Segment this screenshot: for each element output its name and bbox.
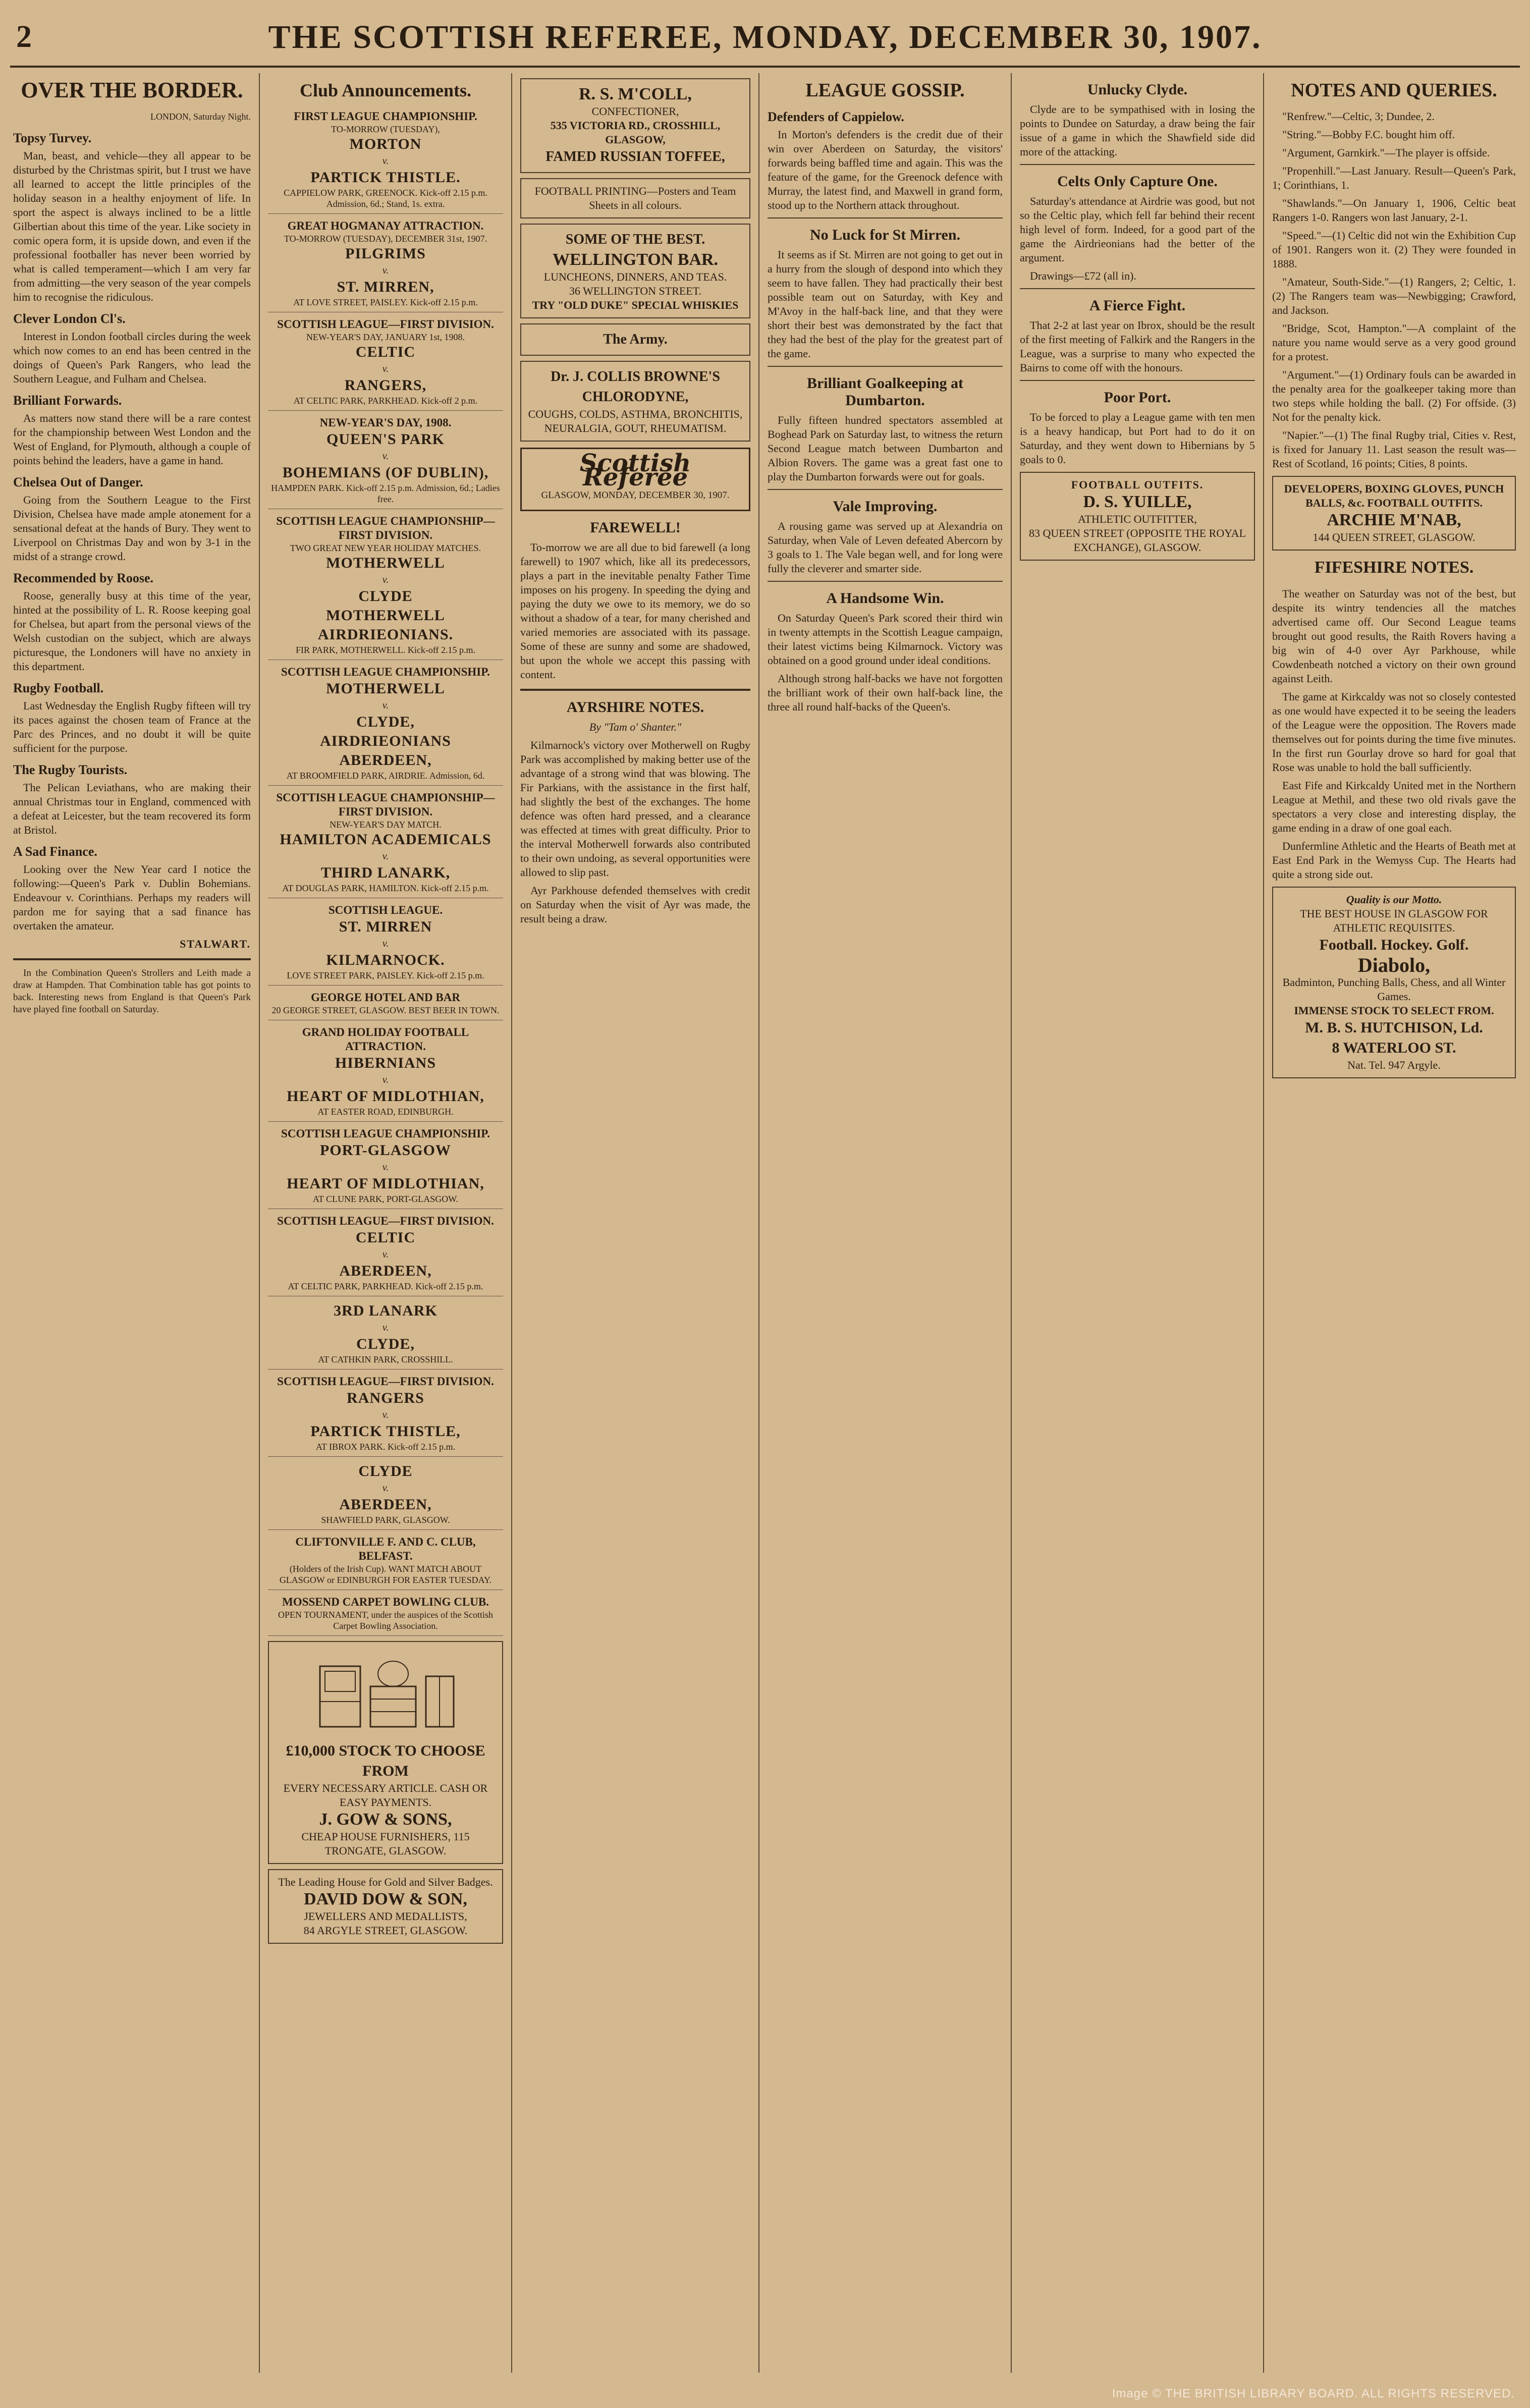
chlorodyne-advert xyxy=(520,361,750,442)
versus: v. xyxy=(382,451,389,462)
announcement-detail: 20 GEORGE STREET, GLASGOW. BEST BEER IN TOWN. xyxy=(271,1005,500,1015)
advert-headline: DEVELOPERS, BOXING GLOVES, PUNCH BALLS, &c. FOOTBALL OUTFITS. xyxy=(1284,482,1504,509)
advert-address: 84 ARGYLE STREET, GLASGOW. xyxy=(303,1924,468,1937)
advert-products: Football. Hockey. Golf. xyxy=(1319,937,1469,953)
announcement-title: SCOTTISH LEAGUE—FIRST DIVISION. xyxy=(277,1215,494,1227)
section-text: In Morton's defenders is the credit due of their win over Aberdeen on Saturday, the visitors' forwards being baffled time and again. This was the feature of the game, for the Greenock defence with Murray, the latest find, and Maxwell in grand form, stood up to the Northern attack throughout. xyxy=(768,128,1003,211)
article-text: The weather on Saturday was not of the best, but despite its wintry tendencies all the matches advertised came off. Our Second League teams brought out good results, the Raith Rovers having a big win of 4-0 over Ayr Parkhouse, while Cowdenbeath notched a victory on their own ground against Leith. xyxy=(1272,587,1516,685)
dateline: LONDON, Saturday Night. xyxy=(150,112,251,122)
section-title: Brilliant Goalkeeping at Dumbarton. xyxy=(806,375,964,409)
announcement-detail: LOVE STREET PARK, PAISLEY. Kick-off 2.15 p.m. xyxy=(287,970,484,980)
team-name: ABERDEEN, xyxy=(339,1496,432,1513)
furniture-illustration-icon xyxy=(310,1651,461,1737)
section-text: Fully fifteen hundred spectators assembled at Boghead Park on Saturday last, to witness the return Second League match between Dumbarton and Albion Rovers. The game was a great fast one to play the Dumbarton forwards were out for goals. xyxy=(768,414,1003,483)
versus: v. xyxy=(382,363,389,374)
article-heading: LEAGUE GOSSIP. xyxy=(805,80,965,101)
outfitter-advert xyxy=(1020,472,1255,561)
section-title: Chelsea Out of Danger. xyxy=(13,475,143,489)
announcement-detail: AT EASTER ROAD, EDINBURGH. xyxy=(317,1107,454,1117)
advert-headline: Quality is our Motto. xyxy=(1346,893,1442,906)
advert-subline: LUNCHEONS, DINNERS, AND TEAS. xyxy=(543,270,727,283)
announcement-detail: HAMPDEN PARK. Kick-off 2.15 p.m. Admission, 6d.; Ladies free. xyxy=(271,483,500,504)
team-name: HIBERNIANS xyxy=(335,1055,436,1071)
article-heading: FIFESHIRE NOTES. xyxy=(1314,558,1474,577)
query-answer: "Amateur, South-Side."—(1) Rangers, 2; Celtic, 1. (2) The Rangers team was—Newbigging; Crawford, and Jackson. xyxy=(1272,276,1516,316)
announcement-detail: (Holders of the Irish Cup). WANT MATCH ABOUT GLASGOW or EDINBURGH FOR EASTER TUESDAY. xyxy=(279,1564,492,1585)
article-heading: NOTES AND QUERIES. xyxy=(1291,80,1497,101)
confectioner-advert xyxy=(520,78,750,173)
announcement-detail: AT DOUGLAS PARK, HAMILTON. Kick-off 2.15 p.m. xyxy=(282,883,489,893)
masthead xyxy=(10,5,1520,68)
announcement-detail: AT IBROX PARK. Kick-off 2.15 p.m. xyxy=(315,1442,456,1452)
author-signature: STALWART. xyxy=(180,938,251,950)
column-league-gossip xyxy=(759,73,1012,2373)
announcement-detail: SHAWFIELD PARK, GLASGOW. xyxy=(321,1515,450,1525)
announcement-detail: AT CELTIC PARK, PARKHEAD. Kick-off 2.15 p.m. xyxy=(288,1281,483,1291)
query-answer: "Shawlands."—On January 1, 1906, Celtic beat Rangers 1-0. Rangers won last January, 2-1. xyxy=(1272,197,1516,224)
advert-text: FOOTBALL PRINTING—Posters and Team Sheets in all colours. xyxy=(534,185,736,211)
article-heading: OVER THE BORDER. xyxy=(21,78,243,102)
advert-firm: R. S. M'COLL, xyxy=(579,85,692,103)
query-answer: "Speed."—(1) Celtic did not win the Exhibition Cup of 1901. Rangers won it. (2) They were founded in 1888. xyxy=(1272,229,1516,270)
divider xyxy=(768,489,1003,490)
query-answer: "Argument."—(1) Ordinary fouls can be awarded in the penalty area for the goalkeeper taking more than two steps while holding the ball. (2) For offside. (3) Not for the penalty kick. xyxy=(1272,368,1516,423)
advert-headline: The Leading House for Gold and Silver Badges. xyxy=(278,1876,493,1888)
versus: v. xyxy=(382,1074,389,1085)
versus: v. xyxy=(382,1409,389,1420)
divider xyxy=(1020,380,1255,381)
announcement-title: SCOTTISH LEAGUE. xyxy=(328,904,443,916)
query-answer: "Napier."—(1) The final Rugby trial, Cities v. Rest, is fixed for January 11. Last season the result was—Rest of Scotland, 16 points; Cities, 8 points. xyxy=(1272,429,1516,470)
section-title: Brilliant Forwards. xyxy=(13,393,122,408)
announcement-title: GRAND HOLIDAY FOOTBALL ATTRACTION. xyxy=(302,1026,469,1053)
section-text: Saturday's attendance at Airdrie was good, but not so the Celtic play, which fell far behind their recent high level of form. Indeed, for a good part of the game the Airdrieonians had the better of the argument. xyxy=(1020,195,1255,264)
advert-phone: Nat. Tel. 947 Argyle. xyxy=(1347,1059,1441,1071)
section-text: Looking over the New Year card I notice the following:—Queen's Park v. Dublin Bohemians. Endeavour v. Corinthians. Perhaps my readers will pardon me for saying that a sad finance has overtaken the amateur. xyxy=(13,863,251,932)
page-number: 2 xyxy=(16,20,32,54)
announcement-detail: AT CATHKIN PARK, CROSSHILL. xyxy=(318,1354,453,1364)
advert-subline: COUGHS, COLDS, ASTHMA, BRONCHITIS, NEURALGIA, GOUT, RHEUMATISM. xyxy=(528,408,743,434)
section-title: A Fierce Fight. xyxy=(1089,297,1186,314)
advert-firm: J. GOW & SONS, xyxy=(319,1810,452,1829)
section-text: It seems as if St. Mirren are not going to get out in a hurry from the slough of despond into which they seem to have fallen. They had practically their best possible team out on Saturday, with Key and M'Avoy in the half-back line, and that they were short their best was demonstrated by the fact that they had the best of the play for the greatest part of the game. xyxy=(768,248,1003,360)
team-name: AIRDRIEONIANS xyxy=(320,733,451,749)
announcement xyxy=(268,791,503,898)
section-title: Poor Port. xyxy=(1104,389,1171,406)
section-text: That 2-2 at last year on Ibrox, should be the result of the first meeting of Falkirk and the Rangers in the League, was a surprise to many who expected the Bairns to come off with the honours. xyxy=(1020,319,1255,374)
divider xyxy=(768,366,1003,367)
divider xyxy=(1020,164,1255,165)
announcement-title: SCOTTISH LEAGUE—FIRST DIVISION. xyxy=(277,1375,494,1388)
section-title: Topsy Turvey. xyxy=(13,131,92,145)
advert-address: CHEAP HOUSE FURNISHERS, 115 TRONGATE, GLASGOW. xyxy=(301,1830,470,1857)
versus: v. xyxy=(382,574,389,585)
article-text: East Fife and Kirkcaldy United met in the Northern League at Methil, and these two old rivals gave the spectators a very close and interesting display, the game ending in a draw of one goal each. xyxy=(1272,779,1516,834)
announcement xyxy=(268,219,503,312)
announcement xyxy=(268,1462,503,1530)
divider xyxy=(768,217,1003,218)
announcement-detail: AT LOVE STREET, PAISLEY. Kick-off 2.15 p.m. xyxy=(293,297,478,307)
divider xyxy=(13,958,251,960)
advert-subline: JEWELLERS AND MEDALLISTS, xyxy=(304,1910,467,1923)
advert-firm: ARCHIE M'NAB, xyxy=(1327,511,1461,529)
article-text: Kilmarnock's victory over Motherwell on Rugby Park was accomplished by making better use of the advantage of a strong wind that was blowing. The Fir Parkians, with the assistance in the first half, had slightly the best of the exchanges. The home defence was often hard pressed, and a clearance was effected at times with great difficulty. Prior to the interval Motherwell forwards also contributed to their own undoing, as several opportunities were allowed to slip past. xyxy=(520,739,750,879)
announcement xyxy=(268,1595,503,1636)
announcement xyxy=(268,1214,503,1296)
announcement xyxy=(268,1375,503,1457)
section-text: The Pelican Leviathans, who are making their annual Christmas tour in England, commenced with a defeat at Leicester, but the team recovered its form at Bristol. xyxy=(13,781,251,836)
announcement-date: NEW-YEAR'S DAY MATCH. xyxy=(330,819,442,830)
announcement xyxy=(268,903,503,986)
versus: v. xyxy=(382,938,389,949)
column-league-gossip-continued xyxy=(1012,73,1264,2373)
versus: v. xyxy=(382,1322,389,1333)
hutchison-advert xyxy=(1272,887,1516,1078)
article-text: Dunfermline Athletic and the Hearts of Beath met at East End Park in the Wemyss Cup. The Hearts had quite a strong side out. xyxy=(1272,840,1516,881)
announcement xyxy=(268,1025,503,1122)
advert-subline: THE BEST HOUSE IN GLASGOW FOR ATHLETIC REQUISITES. xyxy=(1300,907,1488,934)
section-text: Last Wednesday the English Rugby fifteen will try its paces against the chosen team of France at the Parc des Princes, and no doubt it will be quite sufficient for the purpose. xyxy=(13,699,251,754)
section-text: A rousing game was served up at Alexandria on Saturday, when Vale of Leven defeated Abercorn by 3 goals to 1. The Vale began well, and for long were fully the cleverer and smarter side. xyxy=(768,520,1003,575)
announcement-title: NEW-YEAR'S DAY, 1908. xyxy=(319,416,452,429)
announcement xyxy=(268,665,503,786)
team-name: PARTICK THISTLE. xyxy=(310,169,461,186)
advert-products-list: Badminton, Punching Balls, Chess, and all Winter Games. xyxy=(1282,976,1506,1003)
divider xyxy=(520,689,750,691)
team-name: PARTICK THISTLE, xyxy=(310,1423,461,1440)
article-text: Ayr Parkhouse defended themselves with credit on Saturday when the visit of Ayr was made, the result being a draw. xyxy=(520,884,750,925)
article-text: The game at Kirkcaldy was not so closely contested as one would have expected it to be seeing the leaders of the League were the opposition. The Rovers made themselves out for points during the time five minutes. In the first run Gourlay drove so hard for goal that Rose was unable to hold the ball sufficiently. xyxy=(1272,690,1516,774)
announcement-title: SCOTTISH LEAGUE CHAMPIONSHIP. xyxy=(281,666,490,678)
advert-address: 36 WELLINGTON STREET. xyxy=(569,285,702,297)
announcement-title: GREAT HOGMANAY ATTRACTION. xyxy=(287,220,484,232)
column-notes-and-queries xyxy=(1264,73,1524,2373)
advert-headline: FOOTBALL OUTFITS. xyxy=(1071,478,1204,491)
team-name: HEART OF MIDLOTHIAN, xyxy=(287,1175,484,1192)
column-editorial xyxy=(512,73,759,2373)
advert-firm: M. B. S. HUTCHISON, Ld. xyxy=(1305,1019,1483,1036)
team-name: KILMARNOCK. xyxy=(326,952,445,968)
team-name: HAMILTON ACADEMICALS xyxy=(280,831,491,848)
advert-address: 144 QUEEN STREET, GLASGOW. xyxy=(1313,531,1476,543)
column-over-the-border xyxy=(5,73,260,2373)
team-name: CLYDE, xyxy=(356,1336,415,1352)
divider xyxy=(768,581,1003,582)
advert-address: 8 WATERLOO ST. xyxy=(1332,1039,1456,1056)
section-title: The Rugby Tourists. xyxy=(13,762,128,777)
announcement xyxy=(268,991,503,1020)
section-title: A Handsome Win. xyxy=(826,590,944,607)
advert-subline: EVERY NECESSARY ARTICLE. CASH OR EASY PAYMENTS. xyxy=(283,1782,488,1809)
section-text: On Saturday Queen's Park scored their third win in twenty attempts in the Scottish League campaign, their latest victims being Kilmarnock. Victory was obtained on a good ground under ideal conditions. xyxy=(768,612,1003,667)
paper-title: THE SCOTTISH REFEREE, MONDAY, DECEMBER 30, 1907. xyxy=(268,19,1262,56)
army-notice xyxy=(520,323,750,356)
drawings-note: Drawings—£72 (all in). xyxy=(1030,269,1136,282)
section-text: Although strong half-backs we have not forgotten the brilliant work of their own half-back line, the three all round half-backs of the Queen's. xyxy=(768,672,1003,713)
team-name: BOHEMIANS (OF DUBLIN), xyxy=(282,464,489,481)
announcement xyxy=(268,1127,503,1209)
team-name: ST. MIRREN xyxy=(339,918,432,935)
team-name: AIRDRIEONIANS. xyxy=(317,626,454,643)
article-heading: AYRSHIRE NOTES. xyxy=(566,699,704,716)
announcement xyxy=(268,1535,503,1590)
advert-stock-note: IMMENSE STOCK TO SELECT FROM. xyxy=(1294,1004,1494,1017)
announcement-title: SCOTTISH LEAGUE CHAMPIONSHIP—FIRST DIVISION. xyxy=(276,515,495,541)
furniture-advert xyxy=(268,1641,503,1864)
section-text: Man, beast, and vehicle—they all appear to be disturbed by the Christmas spirit, but I trust we have all learned to accept the little principles of the holiday season in a healthy enjoyment of life. In sport the aspect is always inclined to be a little Gilbertian about this time of the year. Like society in comic opera form, it is upside down, and even if the professional footballer has never been worried by what is called temperament—which I am very far from admitting—the very season of the year compels him to recognise the ridiculous. xyxy=(13,149,251,303)
query-answer: "Bridge, Scot, Hampton."—A complaint of the nature you name would serve as a very good ground for a protest. xyxy=(1272,322,1516,363)
advert-headline: The Army. xyxy=(603,332,668,347)
query-answer: "String."—Bobby F.C. bought him off. xyxy=(1282,128,1455,141)
announcement-detail: AT CLUNE PARK, PORT-GLASGOW. xyxy=(312,1194,459,1204)
column-club-announcements xyxy=(260,73,512,2373)
versus: v. xyxy=(382,700,389,711)
query-answer: "Argument, Garnkirk."—The player is offside. xyxy=(1282,146,1490,159)
advert-tagline: TRY "OLD DUKE" SPECIAL WHISKIES xyxy=(532,299,739,311)
versus: v. xyxy=(382,155,389,167)
team-name: QUEEN'S PARK xyxy=(326,431,445,448)
advert-firm: D. S. YUILLE, xyxy=(1083,492,1192,511)
team-name: ST. MIRREN, xyxy=(337,279,434,295)
query-answer: "Propenhill."—Last January. Result—Queen's Park, 1; Corinthians, 1. xyxy=(1272,165,1516,191)
team-name: RANGERS, xyxy=(344,377,427,394)
announcement-date: TO-MORROW (TUESDAY), DECEMBER 31st, 1907. xyxy=(284,234,487,244)
section-title: A Sad Finance. xyxy=(13,844,97,859)
printing-advert xyxy=(520,178,750,218)
article-heading: Club Announcements. xyxy=(299,80,472,100)
section-text: Roose, generally busy at this time of the year, hinted at the possibility of L. R. Roose keeping goal for Chelsea, but apart from the personal views of the Welsh custodian on the subject, which are always picturesque, the Londoners will have no anxiety in this department. xyxy=(13,589,251,673)
announcement-detail: CAPPIELOW PARK, GREENOCK. Kick-off 2.15 p.m. Admission, 6d.; Stand, 1s. extra. xyxy=(284,188,487,209)
team-name: MOTHERWELL xyxy=(326,555,445,571)
newspaper-logo: Scottish Referee xyxy=(579,449,691,491)
announcement xyxy=(268,110,503,214)
section-text: As matters now stand there will be a rare contest for the championship between West London and the West of England, for Plymouth, although a couple of points behind the leaders, have a game in hand. xyxy=(13,412,251,467)
divider xyxy=(1020,288,1255,289)
article-text: To-morrow we are all due to bid farewell (a long farewell) to 1907 which, like all its predecessors, plays a part in the inevitable penalty Father Time imposes on his progeny. In speeding the dying and paying the duty we owe to its memory, we do so without a shadow of a tear, for many cherished and varied memories are associated with its passage. Some of these are sunny and some are shadowed, but upon the whole we accept this passing with content. xyxy=(520,541,750,681)
section-text: Going from the Southern League to the First Division, Chelsea have made ample atonement for a sensational defeat at the hands of Bury. They went to Liverpool on Christmas Day and won by 3-1 in the midst of a strange crowd. xyxy=(13,494,251,563)
announcement-title: CLIFTONVILLE F. AND C. CLUB, BELFAST. xyxy=(295,1536,476,1562)
announcement xyxy=(268,514,503,660)
team-name: CLYDE, xyxy=(356,714,415,730)
announcement-title: SCOTTISH LEAGUE CHAMPIONSHIP—FIRST DIVISION. xyxy=(276,791,495,818)
copyright-watermark: Image © THE BRITISH LIBRARY BOARD. ALL RIGHTS RESERVED. xyxy=(1112,2387,1515,2400)
team-name: CLYDE xyxy=(358,1463,413,1480)
announcement-detail: FIR PARK, MOTHERWELL. Kick-off 2.15 p.m. xyxy=(295,645,475,655)
editorial-logo xyxy=(520,448,750,511)
announcement-title: GEORGE HOTEL AND BAR xyxy=(311,991,460,1004)
versus: v. xyxy=(382,1483,389,1494)
announcement xyxy=(268,1301,503,1370)
versus: v. xyxy=(382,851,389,862)
announcement-subtitle: TWO GREAT NEW YEAR HOLIDAY MATCHES. xyxy=(290,543,481,553)
section-title: Rugby Football. xyxy=(13,681,104,695)
section-title: Clever London Cl's. xyxy=(13,311,126,326)
advert-firm: Dr. J. COLLIS BROWNE'S CHLORODYNE, xyxy=(551,369,720,405)
section-title: No Luck for St Mirren. xyxy=(809,227,961,243)
announcement-title: SCOTTISH LEAGUE—FIRST DIVISION. xyxy=(277,318,494,331)
section-text: To be forced to play a League game with ten men is a heavy handicap, but Port had to do it on Saturday, and they went down to Hibernians by 5 goals to 0. xyxy=(1020,411,1255,466)
advert-subline: ATHLETIC OUTFITTER, xyxy=(1078,513,1197,525)
advert-address: 535 VICTORIA RD., CROSSHILL, GLASGOW, xyxy=(550,119,721,146)
team-name: MORTON xyxy=(349,136,422,152)
section-title: Celts Only Capture One. xyxy=(1057,173,1218,190)
section-title: Unlucky Clyde. xyxy=(1087,81,1188,98)
advert-headline: FAMED RUSSIAN TOFFEE, xyxy=(545,149,725,165)
advert-product: Diabolo, xyxy=(1357,954,1431,976)
advert-subline: CONFECTIONER, xyxy=(591,105,679,118)
team-name: CLYDE xyxy=(358,588,413,605)
section-title: Defenders of Cappielow. xyxy=(768,110,904,124)
team-name: 3RD LANARK xyxy=(334,1302,438,1319)
team-name: CELTIC xyxy=(355,1229,416,1246)
announcement-title: MOSSEND CARPET BOWLING CLUB. xyxy=(282,1596,489,1608)
announcement-detail: AT BROOMFIELD PARK, AIRDRIE. Admission, 6d. xyxy=(286,771,485,781)
team-name: PORT-GLASGOW xyxy=(320,1142,451,1159)
query-answer: "Renfrew."—Celtic, 3; Dundee, 2. xyxy=(1282,110,1435,123)
versus: v. xyxy=(382,1249,389,1260)
announcement-date: TO-MORROW (TUESDAY), xyxy=(331,124,440,134)
wellington-bar-advert xyxy=(520,224,750,318)
advert-address: 83 QUEEN STREET (OPPOSITE THE ROYAL EXCHANGE), GLASGOW. xyxy=(1028,527,1246,554)
announcement xyxy=(268,317,503,411)
section-title: Recommended by Roose. xyxy=(13,571,154,585)
team-name: CELTIC xyxy=(355,344,416,360)
team-name: MOTHERWELL xyxy=(326,680,445,697)
team-name: ABERDEEN, xyxy=(339,1263,432,1279)
team-name: HEART OF MIDLOTHIAN, xyxy=(287,1088,484,1105)
announcement-title: FIRST LEAGUE CHAMPIONSHIP. xyxy=(294,110,477,123)
article-heading: FAREWELL! xyxy=(590,519,681,536)
sports-outfit-advert xyxy=(1272,476,1516,551)
advert-headline: SOME OF THE BEST. xyxy=(565,232,705,247)
versus: v. xyxy=(382,265,389,276)
announcement-detail: OPEN TOURNAMENT, under the auspices of the Scottish Carpet Bowling Association. xyxy=(278,1610,493,1631)
footer-note: In the Combination Queen's Strollers and Leith made a draw at Hampden. That Combination table has got points to back. Interesting news from England is that Queen's Park have played fine football on Saturday. xyxy=(13,968,251,1015)
section-text: Interest in London football circles during the week which now comes to an end has been centred in the doings of Queen's Park Rangers, who lead the Southern League, and Fulham and Chelsea. xyxy=(13,330,251,385)
team-name: THIRD LANARK, xyxy=(320,864,451,881)
advert-headline: £10,000 STOCK TO CHOOSE FROM xyxy=(286,1742,485,1779)
versus: v. xyxy=(382,1162,389,1173)
advert-firm: WELLINGTON BAR. xyxy=(552,250,719,269)
team-name: ABERDEEN, xyxy=(339,752,432,769)
announcement-date: NEW-YEAR'S DAY, JANUARY 1st, 1908. xyxy=(306,332,465,342)
announcement-detail: AT CELTIC PARK, PARKHEAD. Kick-off 2 p.m. xyxy=(293,396,478,406)
section-text: Clyde are to be sympathised with in losing the points to Dundee on Saturday, a draw being the fair issue of a game in which the Shawfield side did more of the attacking. xyxy=(1020,103,1255,158)
team-name: MOTHERWELL xyxy=(326,607,445,624)
advert-firm: DAVID DOW & SON, xyxy=(304,1890,467,1908)
editorial-date: GLASGOW, MONDAY, DECEMBER 30, 1907. xyxy=(541,490,730,501)
announcement xyxy=(268,416,503,509)
team-name: PILGRIMS xyxy=(345,245,426,262)
section-title: Vale Improving. xyxy=(833,498,938,515)
jeweller-advert xyxy=(268,1869,503,1944)
byline: By "Tam o' Shanter." xyxy=(589,721,682,733)
announcement-title: SCOTTISH LEAGUE CHAMPIONSHIP. xyxy=(281,1127,490,1140)
team-name: RANGERS xyxy=(347,1390,424,1406)
